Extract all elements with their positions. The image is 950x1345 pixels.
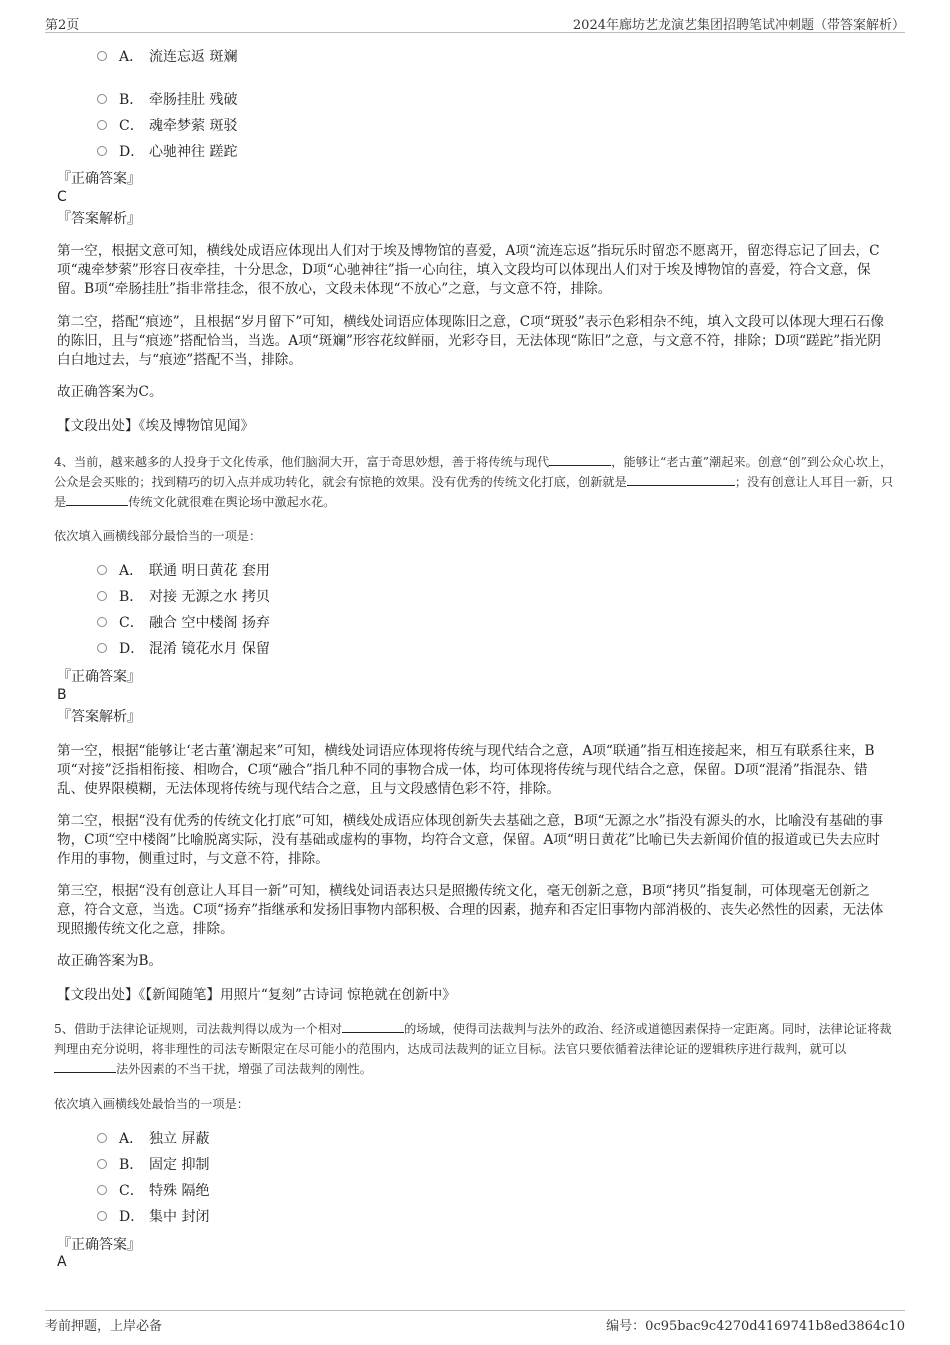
q4-analysis-paragraph: 第二空，根据“没有优秀的传统文化打底”可知，横线处成语应体现创新失去基础之意，B项“无源之水”指没有源头的水，比喻没有基础的事物，C项“空中楼阁”比喻脱离实际，没有基础或虚构的事物，均符合文意，保留。A项“明日黄花”比喻已失去新闻价值的报道或已失去应时作用的事物，侧重过时，与文意不符，排除。: [57, 813, 884, 867]
q4-analysis-label: 『答案解析』: [57, 709, 141, 725]
radio-icon[interactable]: [97, 1185, 107, 1195]
document-title: 2024年廊坊艺龙演艺集团招聘笔试冲刺题（带答案解析）: [572, 18, 905, 33]
q5-option-c[interactable]: C． 特殊 隔绝: [97, 1182, 209, 1200]
q3-analysis-paragraph: 第二空，搭配“痕迹”，且根据“岁月留下”可知，横线处词语应体现陈旧之意，C项“斑驳”表示色彩相杂不纯，填入文段可以体现大理石石像的陈旧，且与“痕迹”搭配恰当，当选。A项“斑斓”形容花纹鲜丽，光彩夺目，无法体现“陈旧”之意，与文意不符，排除；D项“蹉跎”指光阴白白地过去，与“痕迹”搭配不当，排除。: [57, 314, 884, 368]
q4-analysis-conclusion: 故正确答案为B。: [57, 953, 163, 969]
q3-option-c[interactable]: C． 魂牵梦萦 斑驳: [97, 117, 237, 135]
q4-prompt: 依次填入画横线部分最恰当的一项是：: [54, 529, 262, 543]
q5-answer: A: [57, 1254, 67, 1270]
q4-option-d[interactable]: D． 混淆 镜花水月 保留: [97, 640, 270, 658]
radio-icon[interactable]: [97, 1133, 107, 1143]
footer-slogan: 考前押题，上岸必备: [45, 1319, 163, 1334]
radio-icon[interactable]: [97, 51, 107, 61]
q4-answer-label: 『正确答案』: [57, 669, 141, 685]
page-footer: [45, 1310, 905, 1334]
q4-option-c[interactable]: C． 融合 空中楼阁 扬弃: [97, 614, 270, 632]
radio-icon[interactable]: [97, 1211, 107, 1221]
radio-icon[interactable]: [97, 1159, 107, 1169]
fill-blank: [549, 453, 611, 466]
page-header: [45, 14, 905, 33]
q5-prompt: 依次填入画横线处最恰当的一项是：: [54, 1097, 249, 1111]
q3-answer-label: 『正确答案』: [57, 171, 141, 187]
radio-icon[interactable]: [97, 591, 107, 601]
radio-icon[interactable]: [97, 617, 107, 627]
fill-blank: [54, 1060, 116, 1073]
q5-stem: 5、借助于法律论证规则，司法裁判得以成为一个相对 的场域，使得司法裁判与法外的政治、经济或道德因素保持一定距离。同时，法律论证将裁判理由充分说明，将非理性的司法专断限定在尽可能小的范围内，达成司法裁判的证立目标。法官只要依循着法律论证的逻辑秩序进行裁判，就可以法外因素的不当干扰，增强了司法裁判的刚性。: [54, 1022, 892, 1076]
fill-blank: [342, 1020, 404, 1033]
q3-option-d[interactable]: D． 心驰神往 蹉跎: [97, 143, 237, 161]
q4-stem: 4、当前，越来越多的人投身于文化传承，他们脑洞大开，富于奇思妙想，善于将传统与现代 ，能够让“老古董”潮起来。创意“创”到公众心坎上，公众是会买账的；找到精巧的切入点并成功转化，就会有惊艳的效果。没有优秀的传统文化打底，创新就是 ；没有创意让人耳目一新，只是 传统文化就很难在舆论场中激起水花。: [54, 455, 894, 509]
q3-answer: C: [57, 189, 67, 205]
q3-analysis-paragraph: 第一空，根据文意可知，横线处成语应体现出人们对于埃及博物馆的喜爱，A项“流连忘返”指玩乐时留恋不愿离开，留恋得忘记了回去，C项“魂牵梦萦”形容日夜牵挂，十分思念，D项“心驰神往”指一心向往，填入文段均可以体现出人们对于埃及博物馆的喜爱，符合文意，保留。B项“牵肠挂肚”指非常挂念，很不放心，文段未体现“不放心”之意，与文意不符，排除。: [57, 243, 880, 297]
radio-icon[interactable]: [97, 146, 107, 156]
radio-icon[interactable]: [97, 565, 107, 575]
radio-icon[interactable]: [97, 120, 107, 130]
q5-option-d[interactable]: D． 集中 封闭: [97, 1208, 209, 1226]
fill-blank: [627, 473, 735, 486]
radio-icon[interactable]: [97, 643, 107, 653]
q4-option-a[interactable]: A． 联通 明日黄花 套用: [97, 562, 270, 580]
q4-source: 【文段出处】《【新闻随笔】用照片“复刻”古诗词 惊艳就在创新中》: [57, 987, 456, 1003]
q4-option-b[interactable]: B． 对接 无源之水 拷贝: [97, 588, 270, 606]
q3-option-a[interactable]: A． 流连忘返 斑斓: [97, 48, 237, 66]
q5-option-a[interactable]: A． 独立 屏蔽: [97, 1130, 209, 1148]
q3-option-b[interactable]: B． 牵肠挂肚 残破: [97, 91, 237, 109]
q4-answer: B: [57, 687, 67, 703]
q4-analysis-paragraph: 第一空，根据“能够让‘老古董’潮起来”可知，横线处词语应体现将传统与现代结合之意，A项“联通”指互相连接起来，相互有联系往来，B项“对接”泛指相衔接、相吻合，C项“融合”指几种不同的事物合成一体，均可体现将传统与现代结合之意，保留。D项“混淆”指混杂、错乱、使界限模糊，无法体现将传统与现代结合之意，且与文段感情色彩不符，排除。: [57, 743, 875, 797]
page-number: 第2页: [45, 18, 80, 33]
document-id: 编号：0c95bac9c4270d4169741b8ed3864c10: [606, 1319, 905, 1334]
q4-analysis-paragraph: 第三空，根据“没有创意让人耳目一新”可知，横线处词语表达只是照搬传统文化，毫无创新之意，B项“拷贝”指复制，可体现毫无创新之意，符合文意，当选。C项“扬弃”指继承和发扬旧事物内部积极、合理的因素，抛弃和否定旧事物内部消极的、丧失必然性的因素，无法体现照搬传统文化之意，排除。: [57, 883, 884, 937]
q3-analysis-label: 『答案解析』: [57, 211, 141, 227]
q5-option-b[interactable]: B． 固定 抑制: [97, 1156, 209, 1174]
radio-icon[interactable]: [97, 94, 107, 104]
fill-blank: [66, 493, 128, 506]
q3-source: 【文段出处】《埃及博物馆见闻》: [57, 418, 255, 434]
q3-analysis-conclusion: 故正确答案为C。: [57, 384, 163, 400]
q5-answer-label: 『正确答案』: [57, 1237, 141, 1253]
